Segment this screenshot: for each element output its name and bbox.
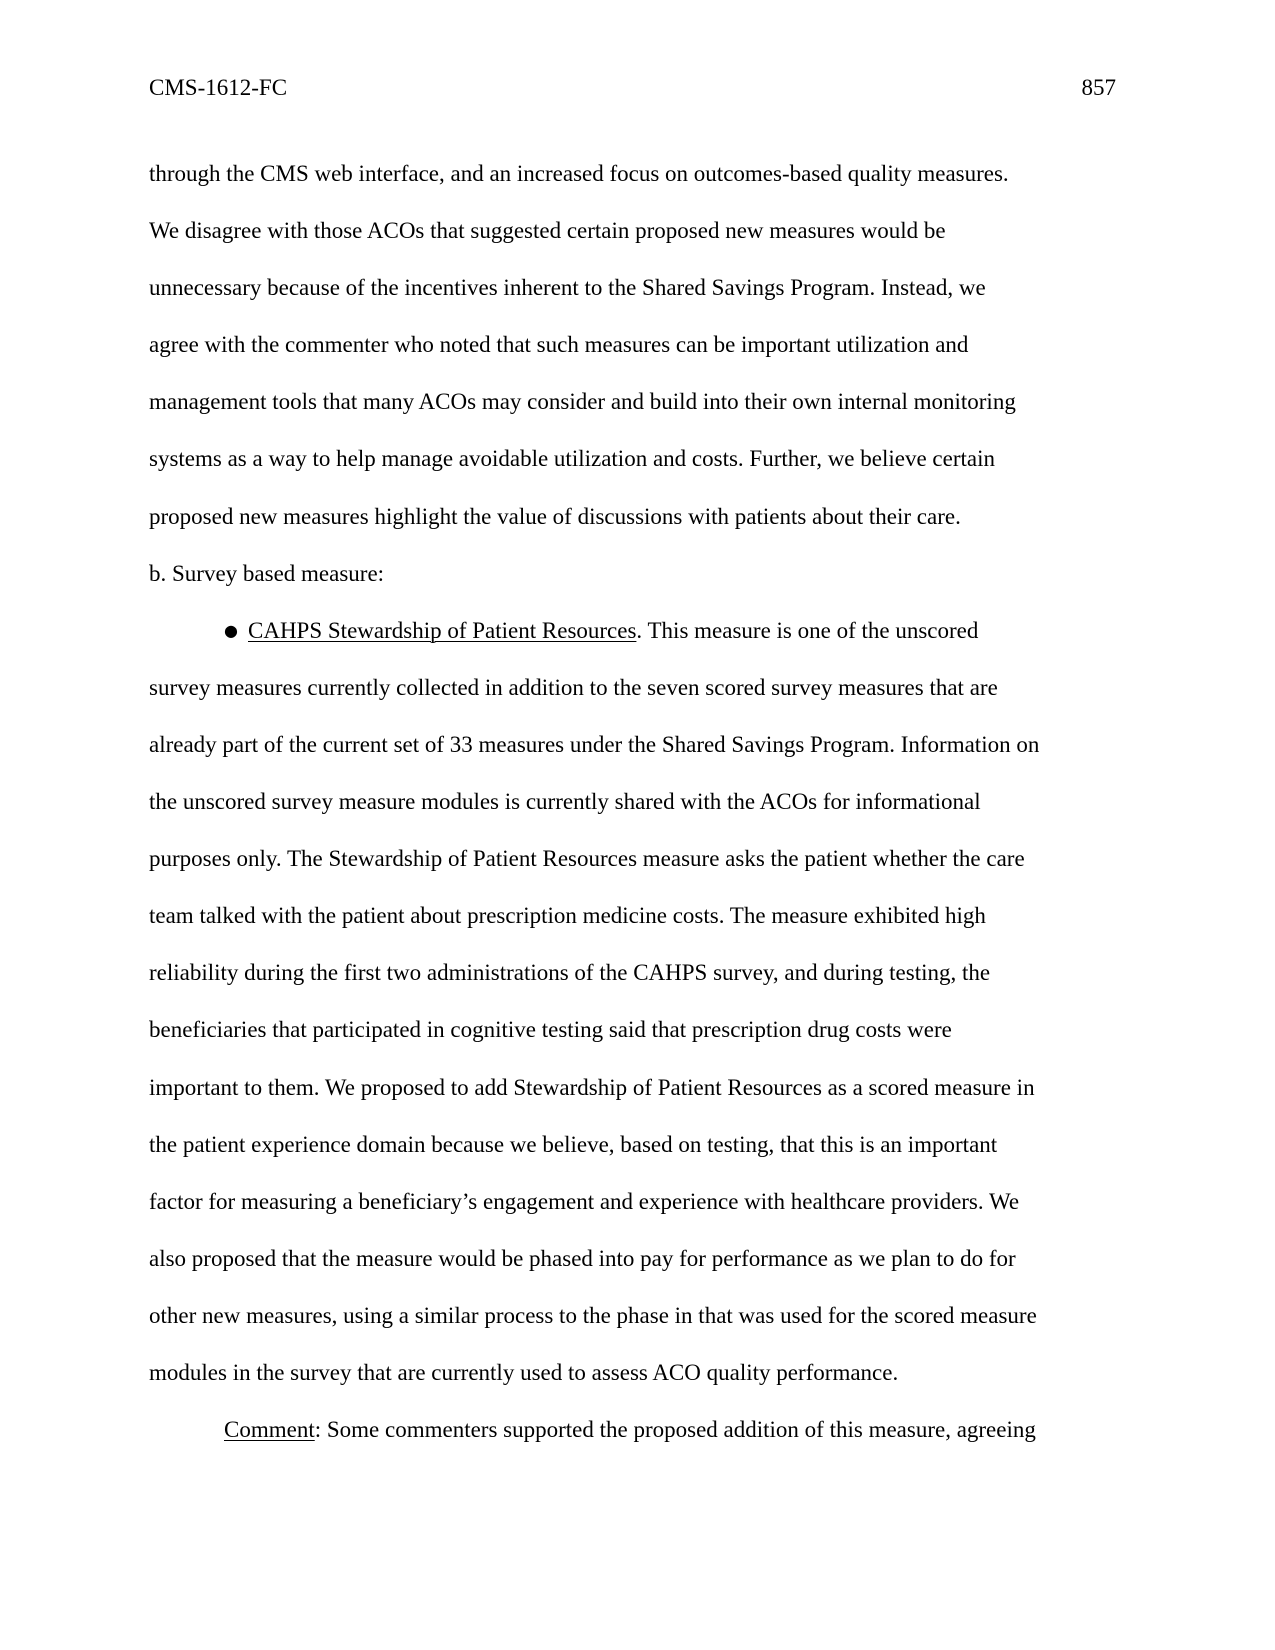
section-heading: b. Survey based measure:	[149, 560, 385, 586]
text-line: already part of the current set of 33 measures under the Shared Savings Program. Information on	[149, 731, 1040, 757]
comment-text: : Some commenters supported the proposed addition of this measure, agreeing	[314, 1417, 1036, 1443]
bullet-title: CAHPS Stewardship of Patient Resources	[248, 617, 637, 643]
text-line: reliability during the first two administrations of the CAHPS survey, and during testing, the	[149, 960, 991, 986]
body-text	[149, 145, 1129, 1458]
text-line: team talked with the patient about prescription medicine costs. The measure exhibited high	[149, 903, 986, 929]
text-line: modules in the survey that are currently used to assess ACO quality performance.	[149, 1359, 899, 1385]
text-line: the unscored survey measure modules is currently shared with the ACOs for informational	[149, 789, 981, 815]
page-number: 857	[1081, 75, 1116, 100]
comment-paragraph	[149, 1401, 1129, 1458]
text-line: management tools that many ACOs may consider and build into their own internal monitoring	[149, 389, 1016, 415]
text-line: also proposed that the measure would be phased into pay for performance as we plan to do for	[149, 1245, 1016, 1271]
text-line: beneficiaries that participated in cognitive testing said that prescription drug costs were	[149, 1017, 952, 1043]
bullet-icon: ●	[224, 620, 238, 640]
document-id: CMS-1612-FC	[149, 75, 288, 100]
text-line: unnecessary because of the incentives inherent to the Shared Savings Program. Instead, we	[149, 275, 986, 301]
comment-label: Comment	[224, 1417, 315, 1443]
text-line: proposed new measures highlight the value of discussions with patients about their care.	[149, 503, 961, 529]
text-line: the patient experience domain because we believe, based on testing, that this is an important	[149, 1131, 998, 1157]
bullet-item	[149, 602, 1129, 659]
bullet-text: . This measure is one of the unscored	[636, 617, 979, 643]
text-line: other new measures, using a similar process to the phase in that was used for the scored measure	[149, 1302, 1037, 1328]
text-line: through the CMS web interface, and an increased focus on outcomes-based quality measures.	[149, 161, 1009, 186]
text-line: important to them. We proposed to add Stewardship of Patient Resources as a scored measure in	[149, 1074, 1035, 1100]
text-line: agree with the commenter who noted that such measures can be important utilization and	[149, 332, 969, 358]
text-line: factor for measuring a beneficiary’s engagement and experience with healthcare providers. We	[149, 1188, 1020, 1214]
text-line: systems as a way to help manage avoidable utilization and costs. Further, we believe certain	[149, 446, 995, 472]
text-line: survey measures currently collected in addition to the seven scored survey measures that are	[149, 674, 998, 700]
text-line: purposes only. The Stewardship of Patient Resources measure asks the patient whether the care	[149, 846, 1025, 872]
text-line: We disagree with those ACOs that suggested certain proposed new measures would be	[149, 218, 946, 244]
